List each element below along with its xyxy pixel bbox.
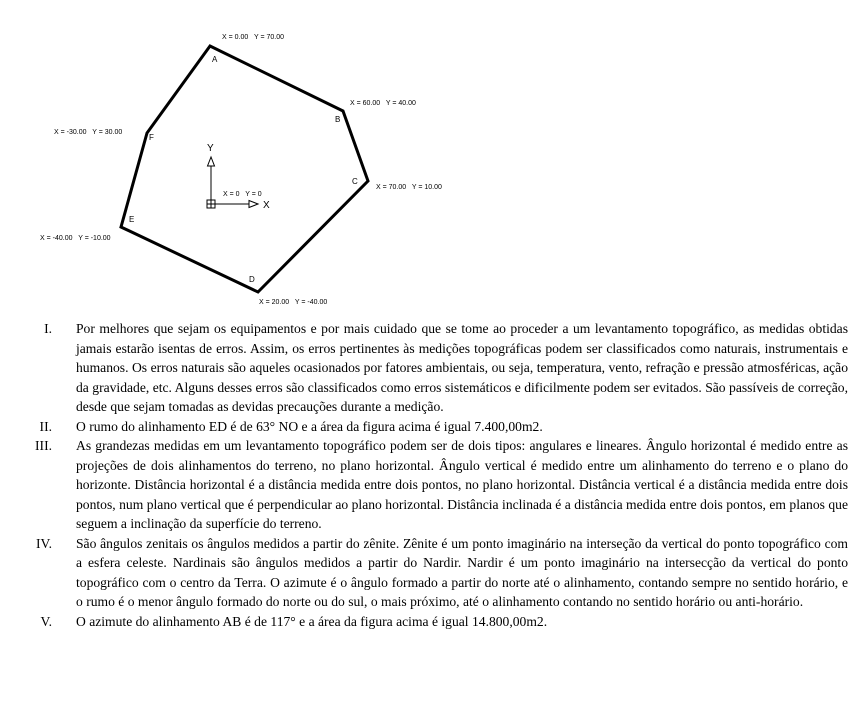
statement-text: O azimute do alinhamento AB é de 117° e a área da figura acima é igual 14.800,00m2. <box>76 613 548 629</box>
polygon-figure <box>0 0 868 318</box>
statement-number: IV. <box>36 535 52 551</box>
statement-item <box>30 534 848 612</box>
statement-text: O rumo do alinhamento ED é de 63° NO e a área da figura acima é igual 7.400,00m2. <box>76 418 543 434</box>
origin-coord: X = 0 Y = 0 <box>223 191 262 198</box>
axis-x-label: X <box>263 200 270 211</box>
statement-number: III. <box>35 438 52 453</box>
vertex-coord-e: X = -40.00 Y = -10.00 <box>40 235 111 242</box>
statement-number: V. <box>40 613 52 629</box>
vertex-label-b: B <box>335 115 341 124</box>
statement-item <box>30 612 848 632</box>
statement-item <box>30 319 848 417</box>
statement-text: São ângulos zenitais os ângulos medidos a partir do zênite. Zênite é um ponto imaginário na interseção da vertical do ponto topográfico com a esfera celeste. Nardinais são ângulos medidos a partir do Nardir. Nardir é um ponto imaginário na intersecção da vertical do ponto topográfico com o centro da Terra. O azimute é o ângulo formado a partir do norte até o alinhamento, contando sempre no sentido horário, e o rumo é o menor ângulo formado do norte ou do sul, o mais próximo, até o alinhamento contando no sentido horário ou anti-horário. <box>76 535 848 609</box>
statement-text: Por melhores que sejam os equipamentos e por mais cuidado que se tome ao proceder a um levantamento topográfico, as medidas obtidas jamais estarão isentas de erros. Assim, os erros pertinentes às medições topográficas podem ser classificados como naturais, instrumentais e humanos. Os erros naturais são aqueles ocasionados por fatores ambientais, ou seja, temperatura, vento, refração e pressão atmosféricas, ação da gravidade, etc. Alguns desses erros são classificados como erros sistemáticos e dificilmente podem ser evitados. São passíveis de correção, desde que sejam tomadas as devidas precauções durante a medição. <box>76 321 848 414</box>
vertex-label-f: F <box>149 133 154 142</box>
origin-axes <box>207 157 258 208</box>
vertex-label-a: A <box>212 55 218 64</box>
vertex-coord-c: X = 70.00 Y = 10.00 <box>376 184 442 191</box>
statement-number: I. <box>44 321 52 336</box>
vertex-label-d: D <box>249 275 255 284</box>
vertex-coord-a: X = 0.00 Y = 70.00 <box>222 34 285 41</box>
statement-number: II. <box>39 418 52 434</box>
vertex-label-c: C <box>352 177 358 186</box>
vertex-label-e: E <box>129 215 135 224</box>
statement-list <box>30 319 848 631</box>
statement-item <box>30 417 848 437</box>
axis-y-label: Y <box>207 143 214 154</box>
vertex-coord-d: X = 20.00 Y = -40.00 <box>259 299 328 306</box>
vertex-coord-b: X = 60.00 Y = 40.00 <box>350 100 416 107</box>
statement-item <box>30 436 848 534</box>
polygon-outline <box>121 46 368 292</box>
statement-text: As grandezas medidas em um levantamento topográfico podem ser de dois tipos: angulares e lineares. Ângulo horizontal é medido entre as projeções de dois alinhamentos do terreno, no plano horizontal. Ângulo vertical é medido entre um alinhamento do terreno e o plano do horizonte. Distância horizontal é a distância medida entre dois pontos, no plano horizontal. Distância vertical é a distância medida entre dois pontos, num plano vertical que é perpendicular ao plano horizontal. Distância inclinada é a distância medida entre dois pontos, em planos que seguem a inclinação da superfície do terreno. <box>76 438 848 531</box>
vertex-coord-f: X = -30.00 Y = 30.00 <box>54 129 123 136</box>
